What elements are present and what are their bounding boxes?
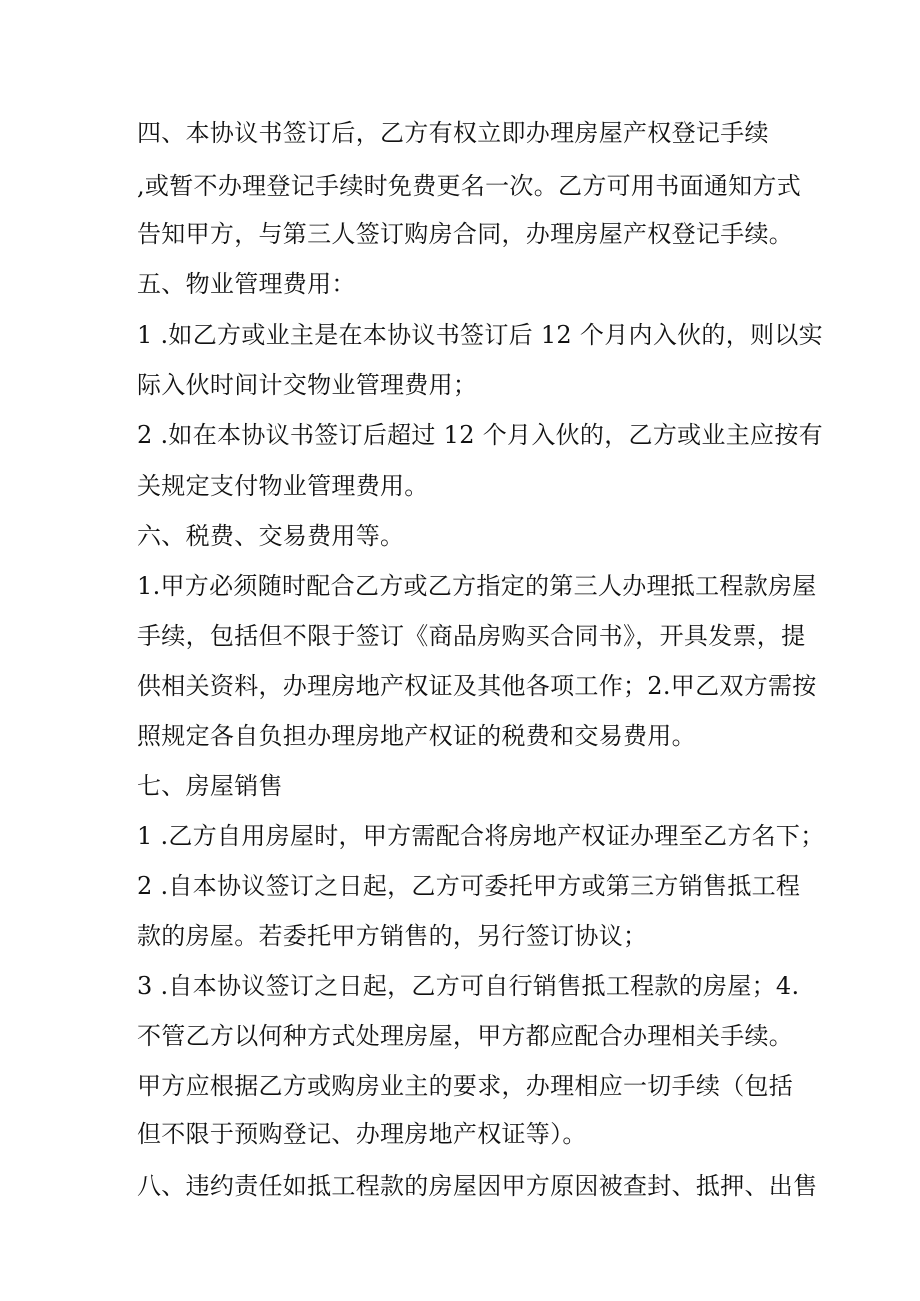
clause-5-item-1-line-2: 际入伙时间计交物业管理费用； bbox=[137, 371, 478, 399]
clause-4-line-3: 告知甲方，与第三人签订购房合同，办理房屋产权登记手续。 bbox=[137, 220, 794, 248]
clause-7-item-4-line: 不管乙方以何种方式处理房屋，甲方都应配合办理相关手续。 bbox=[137, 1022, 794, 1050]
clause-4-line-2: ,或暂不办理登记手续时免费更名一次。乙方可用书面通知方式 bbox=[137, 172, 802, 200]
clause-7-item-4-continuation-2: 但不限于预购登记、办理房地产权证等）。 bbox=[137, 1120, 587, 1148]
clause-7-heading: 七、房屋销售 bbox=[137, 772, 283, 800]
clause-5-item-2-line-2: 关规定支付物业管理费用。 bbox=[137, 472, 429, 500]
clause-6-item-1-line-3: 供相关资料，办理房地产权证及其他各项工作；2.甲乙双方需按 bbox=[137, 672, 817, 700]
clause-4-line-1: 四、本协议书签订后，乙方有权立即办理房屋产权登记手续 bbox=[137, 119, 769, 147]
clause-6-item-2-line: 照规定各自负担办理房地产权证的税费和交易费用。 bbox=[137, 722, 696, 750]
clause-7-item-4-continuation-1: 甲方应根据乙方或购房业主的要求，办理相应一切手续（包括 bbox=[137, 1072, 794, 1100]
clause-5-heading: 五、物业管理费用： bbox=[137, 270, 356, 298]
clause-6-item-1-line-1: 1.甲方必须随时配合乙方或乙方指定的第三人办理抵工程款房屋 bbox=[137, 572, 817, 600]
clause-6-heading: 六、税费、交易费用等。 bbox=[137, 522, 405, 550]
clause-7-item-1-line: 1 .乙方自用房屋时，甲方需配合将房地产权证办理至乙方名下； bbox=[137, 822, 825, 850]
clause-8-line-1: 八、违约责任如抵工程款的房屋因甲方原因被查封、抵押、出售 bbox=[137, 1172, 818, 1200]
clause-7-item-2-line-2: 款的房屋。若委托甲方销售的，另行签订协议； bbox=[137, 922, 648, 950]
clause-5-item-1-line-1: 1 .如乙方或业主是在本协议书签订后 12 个月内入伙的，则以实 bbox=[137, 321, 823, 349]
clause-7-item-2-line-1: 2 .自本协议签订之日起，乙方可委托甲方或第三方销售抵工程 bbox=[137, 872, 801, 900]
clause-5-item-2-line-1: 2 .如在本协议书签订后超过 12 个月入伙的，乙方或业主应按有 bbox=[137, 421, 823, 449]
clause-7-item-3-line: 3 .自本协议签订之日起，乙方可自行销售抵工程款的房屋；4. bbox=[137, 972, 800, 1000]
clause-6-item-1-line-2: 手续，包括但不限于签订《商品房购买合同书》，开具发票，提 bbox=[137, 622, 806, 650]
